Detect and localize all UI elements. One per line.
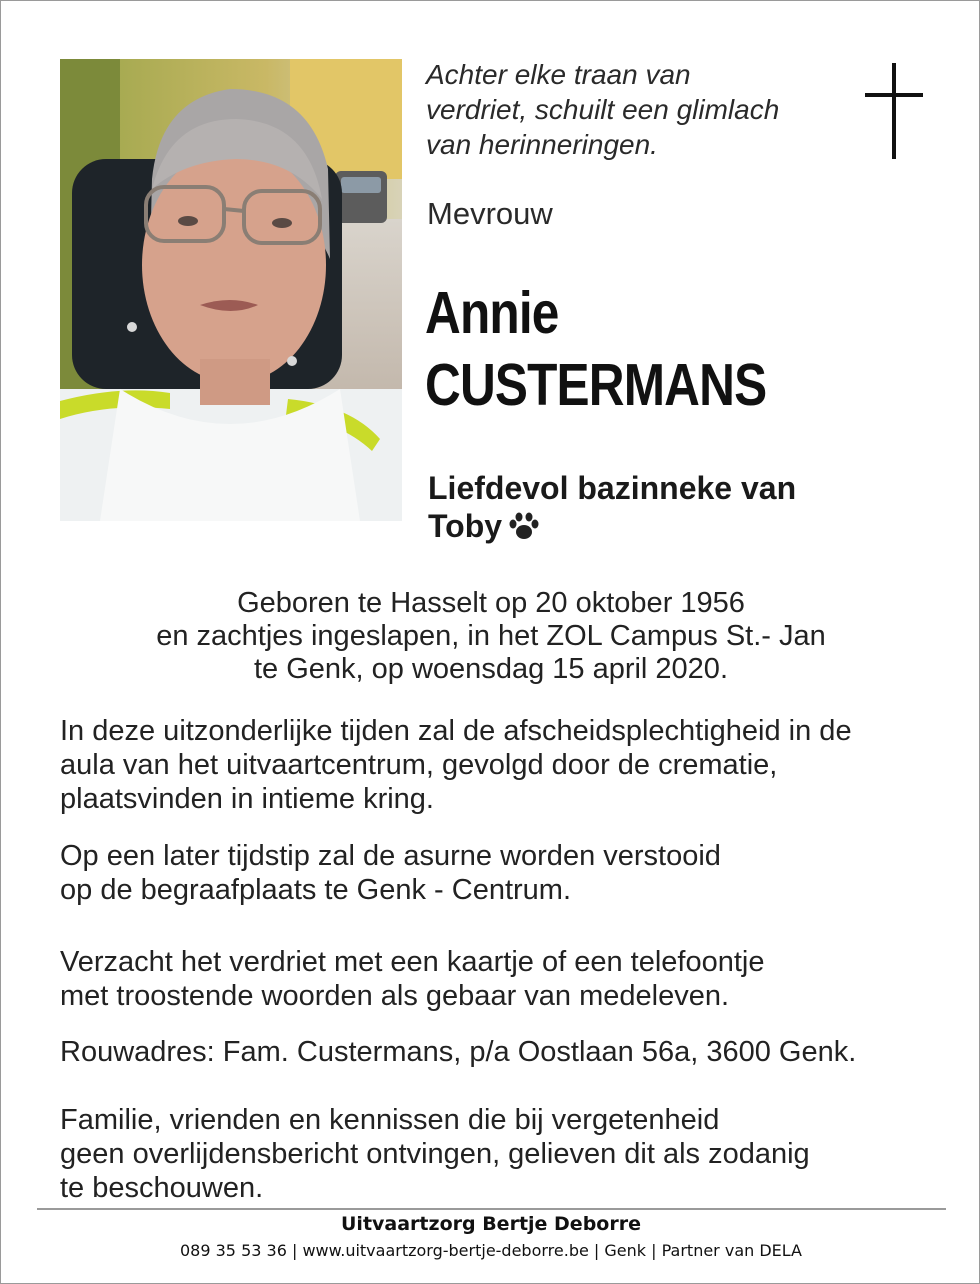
dedication-line: Liefdevol bazinneke van xyxy=(428,470,797,506)
ceremony-paragraph xyxy=(60,714,940,816)
birth-line: te Genk, op woensdag 15 april 2020. xyxy=(254,653,728,685)
birth-death-details xyxy=(61,587,921,686)
quote-line: van herinneringen. xyxy=(426,129,658,160)
paragraph-line: plaatsvinden in intieme kring. xyxy=(60,783,434,815)
paragraph-line: geen overlijdensbericht ontvingen, gelieven dit als zodanig xyxy=(60,1138,810,1170)
notice-paragraph xyxy=(60,1103,940,1205)
footer-phone: 089 35 53 36 xyxy=(180,1241,287,1260)
funeral-home-contact xyxy=(1,1241,980,1260)
footer-separator: | xyxy=(286,1241,303,1260)
paragraph-line: In deze uitzonderlijke tijden zal de afscheidsplechtigheid in de xyxy=(60,715,852,747)
quote-line: Achter elke traan van xyxy=(426,59,691,90)
first-name: Annie xyxy=(425,280,559,346)
footer-separator: | xyxy=(588,1241,605,1260)
memorial-quote xyxy=(426,57,846,162)
paragraph-line: met troostende woorden als gebaar van medeleven. xyxy=(60,980,730,1012)
mourning-address xyxy=(60,1035,940,1069)
dedication xyxy=(428,469,888,545)
salutation: Mevrouw xyxy=(427,196,553,231)
paragraph-line: Op een later tijdstip zal de asurne worden verstooid xyxy=(60,840,721,872)
funeral-home-name: Uitvaartzorg Bertje Deborre xyxy=(341,1213,641,1235)
footer-city: Genk xyxy=(604,1241,647,1260)
cross-icon xyxy=(865,63,923,159)
paragraph-line: Rouwadres: Fam. Custermans, p/a Oostlaan 56a, 3600 Genk. xyxy=(60,1036,857,1068)
footer-website[interactable]: www.uitvaartzorg-bertje-deborre.be xyxy=(302,1241,589,1260)
condolence-paragraph xyxy=(60,945,940,1013)
portrait-illustration xyxy=(60,59,402,521)
footer-divider xyxy=(37,1208,946,1210)
birth-line: en zachtjes ingeslapen, in het ZOL Campus St.- Jan xyxy=(156,620,826,652)
portrait-photo xyxy=(60,59,402,521)
paragraph-line: aula van het uitvaartcentrum, gevolgd door de crematie, xyxy=(60,749,778,781)
footer-separator: | xyxy=(646,1241,662,1260)
paragraph-line: Verzacht het verdriet met een kaartje of een telefoontje xyxy=(60,946,765,978)
pet-name: Toby xyxy=(428,508,503,544)
paragraph-line: te beschouwen. xyxy=(60,1172,264,1204)
last-name: CUSTERMANS xyxy=(425,352,767,418)
quote-line: verdriet, schuilt een glimlach xyxy=(426,94,780,125)
footer-partner: Partner van DELA xyxy=(661,1241,802,1260)
paw-icon xyxy=(508,511,540,541)
birth-line: Geboren te Hasselt op 20 oktober 1956 xyxy=(237,587,745,619)
paragraph-line: op de begraafplaats te Genk - Centrum. xyxy=(60,874,572,906)
paragraph-line: Familie, vrienden en kennissen die bij vergetenheid xyxy=(60,1104,720,1136)
ashes-paragraph xyxy=(60,839,940,907)
